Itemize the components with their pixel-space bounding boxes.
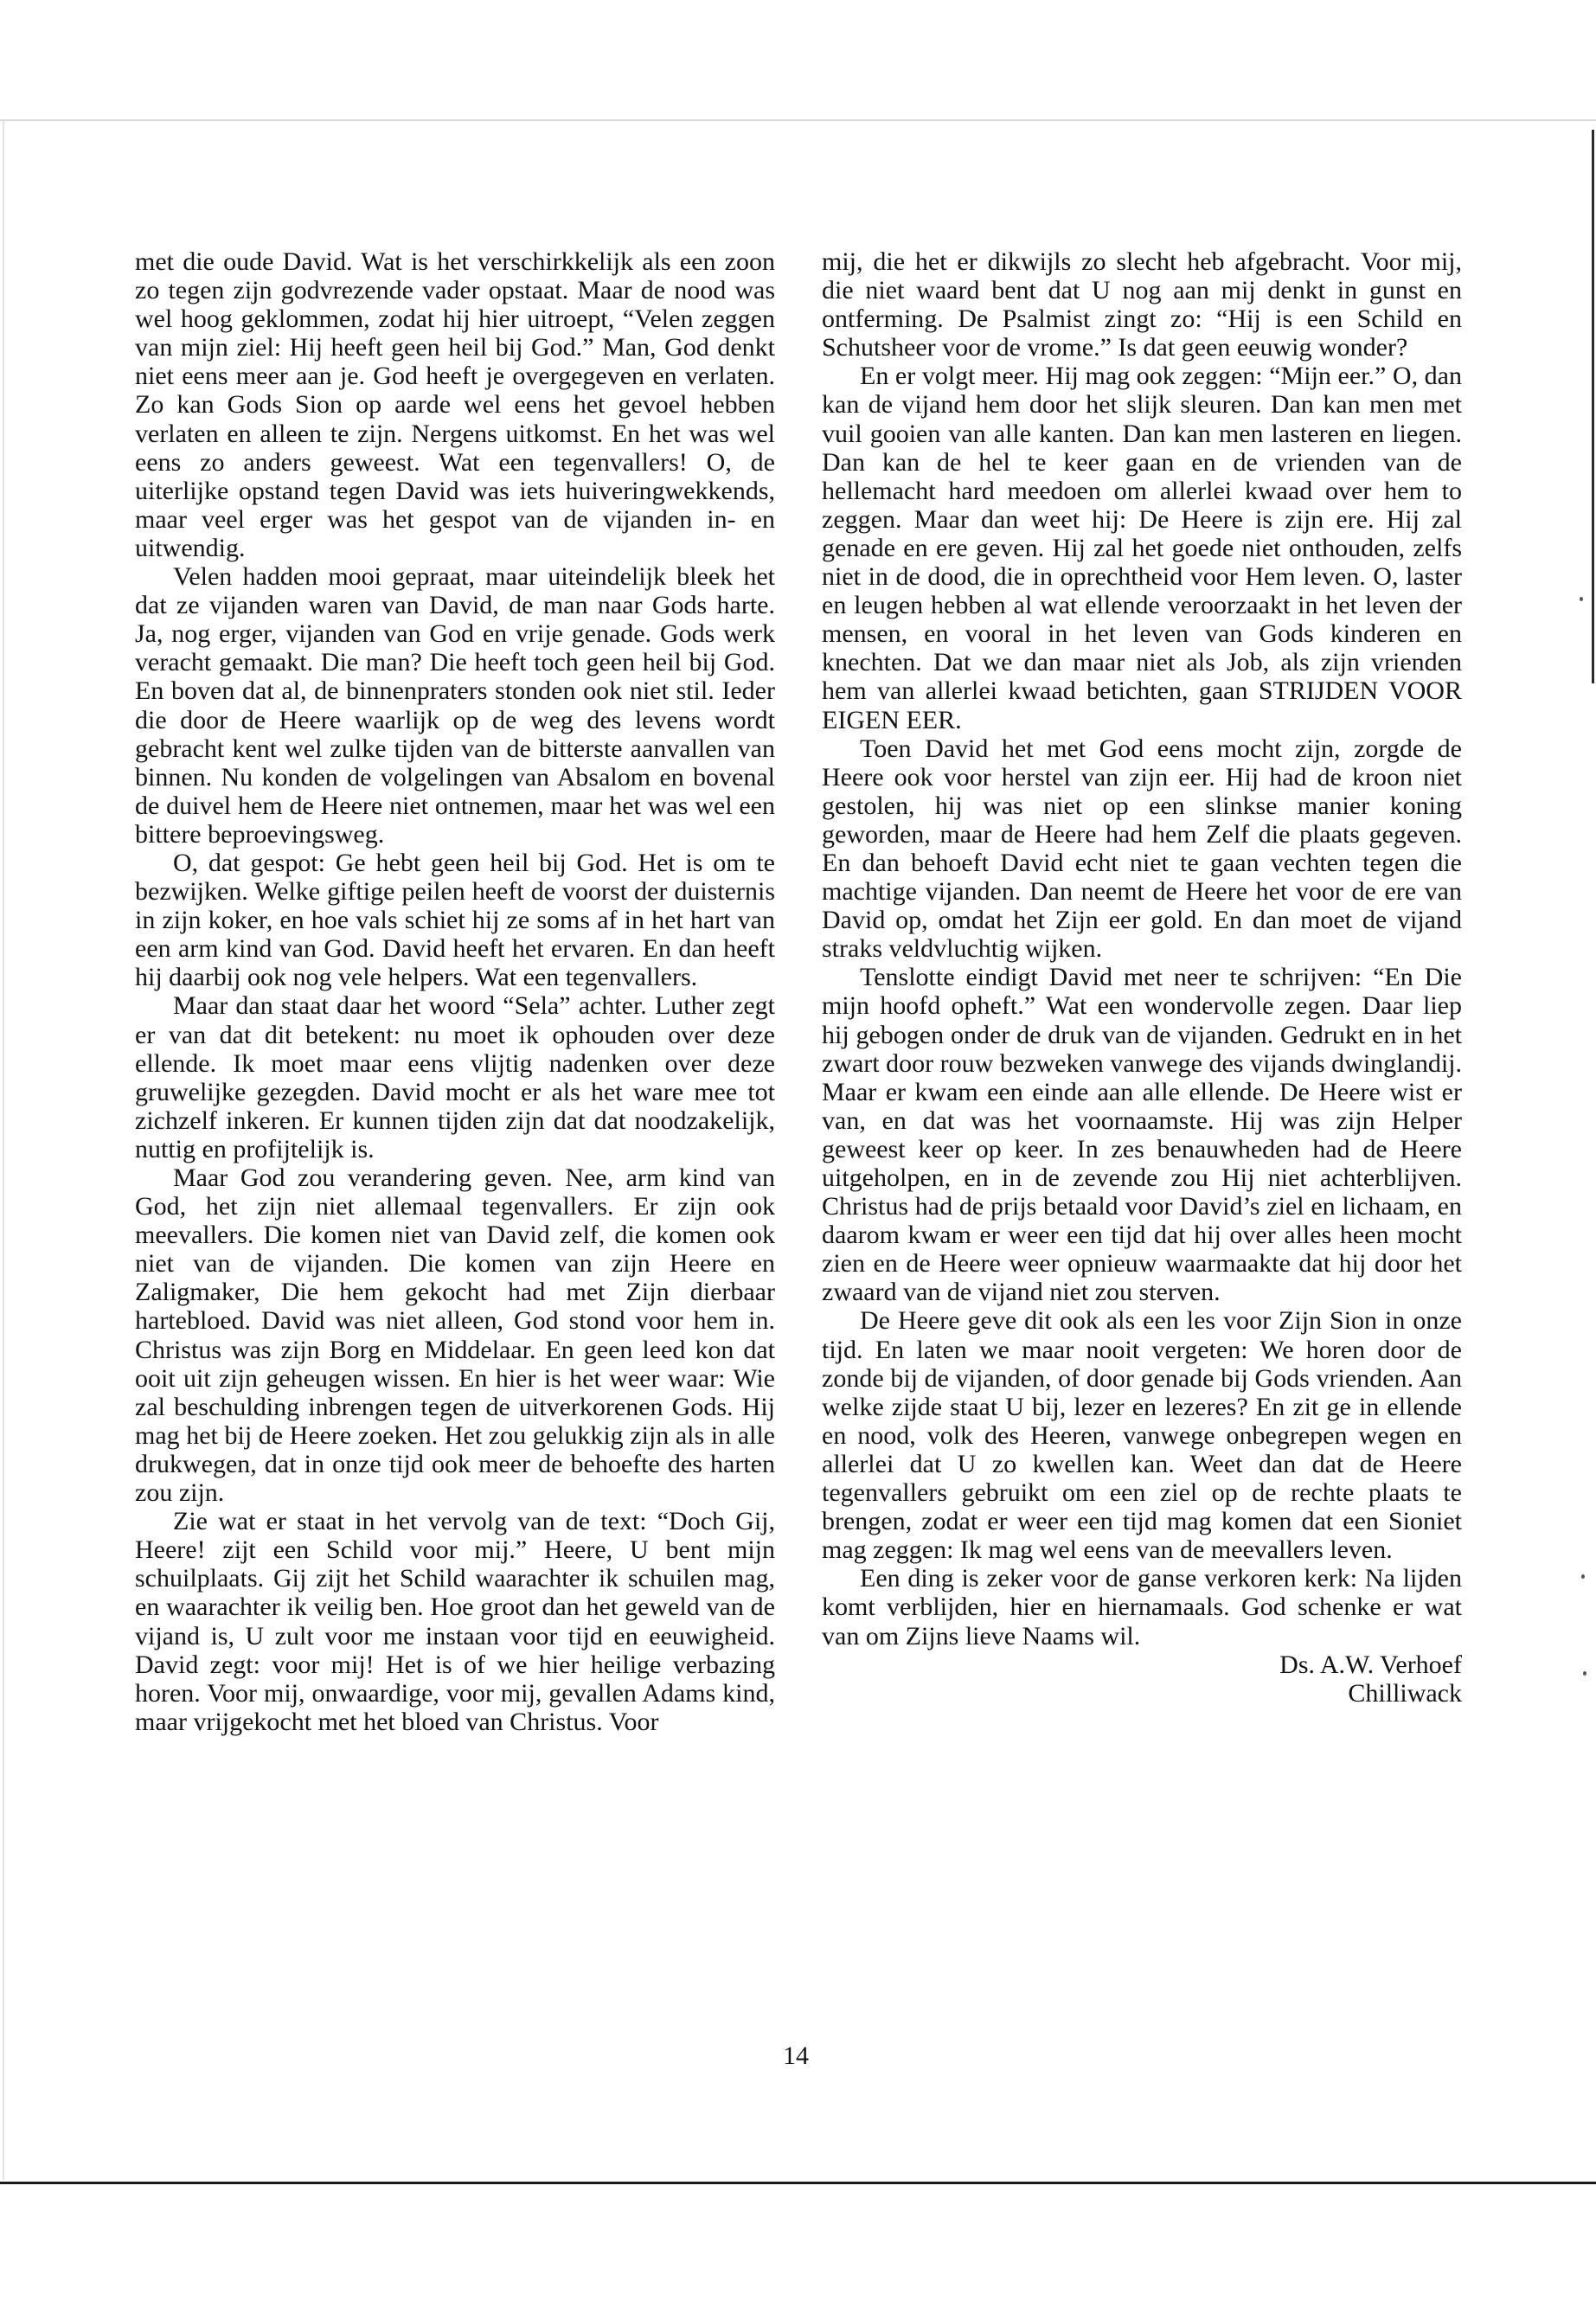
paragraph: En er volgt meer. Hij mag ook zeggen: “Mijn eer.” O, dan kan de vijand hem door het slijk sleuren. Dan kan men met vuil gooien van alle kanten. Dan kan men lasteren en liegen. Dan kan de hel te keer gaan en de vrienden van de hellemacht hard meedoen om allerlei kwaad over hem to zeggen. Maar dan weet hij: De Heere is zijn ere. Hij zal genade en ere geven. Hij zal het goede niet onthouden, zelfs niet in de dood, die in oprechtheid voor Hem leven. O, laster en leugen hebben al wat ellende veroorzaakt in het leven der mensen, en vooral in het leven van Gods kinderen en knechten. Dat we dan maar niet als Job, als zijn vrienden hem van allerlei kwaad betichten, gaan STRIJDEN VOOR EIGEN EER. bbox=[822, 362, 1462, 734]
scan-speck bbox=[1580, 597, 1583, 601]
left-column bbox=[135, 247, 775, 1736]
paragraph: Maar God zou verandering geven. Nee, arm kind van God, het zijn niet allemaal tegenvallers. Er zijn ook meevallers. Die komen niet van David zelf, die komen ook niet van de vijanden. Die komen van zijn Heere en Zaligmaker, Die hem gekocht had met Zijn dierbaar harteblоed. David was niet alleen, God stond voor hem in. Christus was zijn Borg en Middelaar. En geen leed kon dat ooit uit zijn geheugen wissen. En hier is het weer waar: Wie zal beschulding inbrengen tegen de uitverkorenen Gods. Hij mag het bij de Heere zoeken. Het zou gelukkig zijn als in alle drukwegen, dat in onze tijd ook meer de behoefte des harten zou zijn. bbox=[135, 1163, 775, 1508]
paragraph: Velen hadden mooi gepraat, maar uiteindelijk bleek het dat ze vijanden waren van David, de man naar Gods harte. Ja, nog erger, vijanden van God en vrije genade. Gods werk veracht gemaakt. Die man? Die heeft toch geen heil bij God. En boven dat al, de binnenpraters stonden ook niet stil. Ieder die door de Heere waarlijk op de weg des levens wordt gebracht kent wel zulke tijden van de bitterste aanvallen van binnen. Nu konden de volgelingen van Absalom en bovenal de duivel hem de Heere niet ontnemen, maar het was wel een bittere beproevingsweg. bbox=[135, 562, 775, 849]
signature-place: Chilliwack bbox=[1348, 1678, 1462, 1708]
page-number: 14 bbox=[783, 2041, 809, 2070]
paragraph: met die oude David. Wat is het verschirkkelijk als een zoon zo tegen zijn godvrezende vader opstaat. Maar de nood was wel hoog geklommen, zodat hij hier uitroept, “Velen zeggen van mijn ziel: Hij heeft geen heil bij God.” Man, God denkt niet eens meer aan je. God heeft je overgegeven en verlaten. Zo kan Gods Sion op aarde wel eens het gevoel hebben verlaten en alleen te zijn. Nergens uitkomst. En het was wel eens zo anders geweest. Wat een tegenvallers! O, de uiterlijke opstand tegen David was iets huiveringwekkends, maar veel erger was het gespot van de vijanden in- en uitwendig. bbox=[135, 247, 775, 562]
paragraph: Zie wat er staat in het vervolg van de text: “Doch Gij, Heere! zijt een Schild voor mij.” Heere, U bent mijn schuilplaats. Gij zijt het Schild waarachter ik schuilen mag, en waarachter ik veilig ben. Hoe groot dan het geweld van de vijand is, U zult voor me instaan voor tijd en eeuwigheid. David zegt: voor mij! Het is of we hier heilige verbazing horen. Voor mij, onwaardige, voor mij, gevallen Adams kind, maar vrijgekocht met het bloed van Christus. Voor bbox=[135, 1507, 775, 1736]
page-left-edge bbox=[3, 121, 4, 2180]
paragraph: Tenslotte eindigt David met neer te schrijven: “En Die mijn hoofd opheft.” Wat een wondervolle zegen. Daar liep hij gebogen onder de druk van de vijanden. Gedrukt en in het zwart door rouw bezweken vanwege des vijands dwinglandij. Maar er kwam een einde aan alle ellende. De Heere wist er van, en dat was het voornaamste. Hij was zijn Helper geweest keer op keer. In zes benauwheden had de Heere uitgeholpen, en in de zevende zou Hij niet achterblijven. Christus had de prijs betaald voor David’s ziel en lichaam, en daarom kwam er weer een tijd dat hij over alles heen mocht zien en de Heere weer opnieuw waarmaakte dat hij door het zwaard van de vijand niet zou sterven. bbox=[822, 963, 1462, 1307]
scan-speck bbox=[1581, 1574, 1585, 1579]
paragraph: De Heere geve dit ook als een les voor Zijn Sion in onze tijd. En laten we maar nooit vergeten: We horen door de zonde bij de vijanden, of door genade bij Gods vrienden. Aan welke zijde staat U bij, lezer en lezeres? En zit ge in ellende en nood, volk des Heeren, vanwege onbegrepen wegen en allerlei dat U zo kwellen kan. Weet dan dat de Heere tegenvallers gebruikt om een ziel op de rechte plaats te brengen, zodat er weer een tijd mag komen dat een Sioniet mag zeggen: Ik mag wel eens van de meevallers leven. bbox=[822, 1306, 1462, 1565]
right-column bbox=[822, 247, 1462, 1708]
paragraph: O, dat gespot: Ge hebt geen heil bij God. Het is om te bezwijken. Welke giftige peilen heeft de voorst der duisternis in zijn koker, en hoe vals schiet hij ze soms af in het hart van een arm kind van God. David heeft het ervaren. En dan heeft hij daarbij ook nog vele helpers. Wat een tegenvallers. bbox=[135, 848, 775, 992]
page-bottom-edge bbox=[0, 2182, 1596, 2184]
paragraph: mij, die het er dikwijls zo slecht heb afgebracht. Voor mij, die niet waard bent dat U nog aan mij denkt in gunst en ontferming. De Psalmist zingt zo: “Hij is een Schild en Schutsheer voor de vrome.” Is dat geen eeuwig wonder? bbox=[822, 247, 1462, 362]
paragraph: Maar dan staat daar het woord “Sela” achter. Luther zegt er van dat dit betekent: nu moet ik ophouden over deze ellende. Ik moet maar eens vlijtig nadenken over deze gruwelijke gezegden. David mocht er als het ware mee tot zichzelf inkeren. Er kunnen tijden zijn dat dat noodzakelijk, nuttig en profijtelijk is. bbox=[135, 991, 775, 1163]
page-right-edge bbox=[1592, 130, 1594, 683]
paragraph: Toen David het met God eens mocht zijn, zorgde de Heere ook voor herstel van zijn eer. Hij had de kroon niet gestolen, hij was niet op een slinkse manier koning geworden, maar de Heere had hem Zelf die plaats gegeven. En dan behoeft David echt niet te gaan vechten tegen die machtige vijanden. Dan neemt de Heere het voor de ere van David op, omdat het Zijn eer gold. En dan moet de vijand straks veldvluchtig wijken. bbox=[822, 734, 1462, 964]
paragraph: Een ding is zeker voor de ganse verkoren kerk: Na lijden komt verblijden, hier en hiernamaals. God schenke er wat van om Zijns lieve Naams wil. bbox=[822, 1564, 1462, 1650]
signature-author: Ds. A.W. Verhoef bbox=[1279, 1650, 1462, 1679]
scan-speck bbox=[1583, 1671, 1586, 1676]
page-top-edge bbox=[0, 119, 1596, 121]
